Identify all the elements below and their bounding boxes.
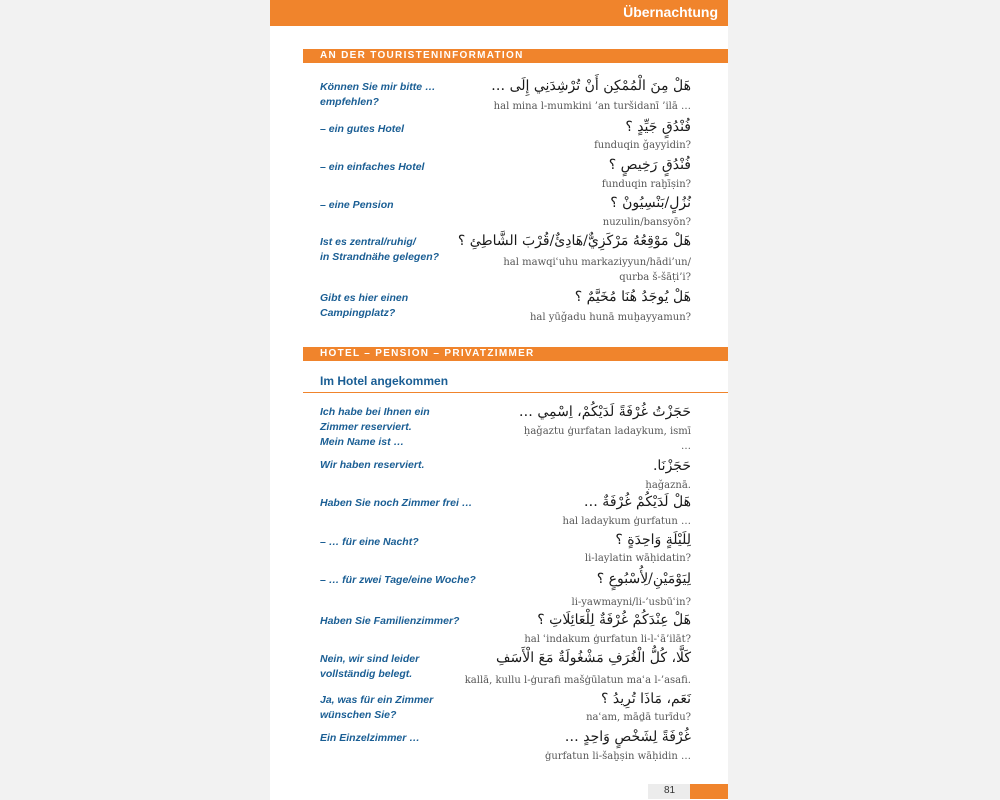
transliteration: hal ʿindakum ġurfatun li-l-ʿā’ilāt? — [524, 634, 691, 645]
subsection-title: Im Hotel angekommen — [320, 374, 449, 388]
transliteration: naʿam, māḏā turīdu? — [586, 712, 691, 723]
book-page — [270, 0, 728, 800]
arabic-phrase: فُنْدُقٍ رَخِيصٍ ؟ — [608, 157, 691, 173]
german-phrase: Gibt es hier einen Campingplatz? — [320, 292, 409, 319]
arabic-phrase: لِيَوْمَيْنِ/لِأُسْبُوعٍ ؟ — [596, 571, 691, 587]
transliteration: ḥaǧaznā. — [645, 480, 691, 491]
german-phrase: Ein Einzelzimmer … — [320, 732, 420, 744]
section-title: AN DER TOURISTENINFORMATION — [320, 50, 524, 61]
transliteration: ḥaǧaztu ġurfatan ladaykum, ismī … — [523, 426, 691, 452]
arabic-phrase: هَلْ عِنْدَكُمْ غُرْفَةٌ لِلْعَائِلَاتِ ؟ — [537, 612, 691, 628]
section-header-hotel — [303, 347, 728, 361]
arabic-phrase: نَعَم، مَاذَا تُرِيدُ ؟ — [600, 691, 691, 707]
page-number-box — [648, 784, 690, 799]
german-phrase: – ein einfaches Hotel — [320, 161, 425, 173]
transliteration: li-laylatin wāḥidatin? — [584, 553, 691, 564]
german-phrase: Nein, wir sind leider vollständig belegt. — [320, 653, 420, 680]
german-phrase: – … für zwei Tage/eine Woche? — [320, 574, 476, 586]
german-phrase: Haben Sie noch Zimmer frei … — [320, 497, 473, 509]
transliteration: hal yūǧadu hunā muḫayyamun? — [529, 312, 691, 323]
transliteration: kallā, kullu l-ġurafi mašġūlatun maʿa l-’asafi. — [464, 675, 691, 686]
german-phrase: Ja, was für ein Zimmer wünschen Sie? — [320, 694, 434, 721]
arabic-phrase: هَلْ لَدَيْكُمْ غُرْفَةٌ … — [583, 494, 691, 510]
arabic-phrase: كَلَّا، كُلُّ الْغُرَفِ مَشْغُولَةٌ مَعَ الْأَسَفِ — [496, 650, 691, 666]
arabic-phrase: نُزُلٍ/بَنْسِيُونْ ؟ — [610, 195, 691, 211]
arabic-phrase: هَلْ يُوجَدُ هُنَا مُخَيَّمٌ ؟ — [574, 289, 691, 305]
transliteration: hal mawqiʿuhu markaziyyun/hādi’un/ qurba š-šāṭi’i? — [503, 257, 691, 283]
arabic-phrase: هَلْ مَوْقِعُهُ مَرْكَزِيٌّ/هَادِئٌ/قُرْبَ الشَّاطِئِ ؟ — [457, 233, 691, 249]
arabic-phrase: لِلَيْلَةٍ وَاحِدَةٍ ؟ — [615, 532, 691, 548]
german-phrase: Wir haben reserviert. — [320, 459, 425, 471]
transliteration: hal ladaykum ġurfatun … — [562, 516, 691, 527]
german-phrase: Können Sie mir bitte … empfehlen? — [320, 81, 436, 108]
arabic-phrase: فُنْدُقٍ جَيِّدٍ ؟ — [625, 119, 691, 135]
chapter-title: Übernachtung — [623, 4, 718, 20]
german-phrase: – eine Pension — [320, 199, 394, 211]
transliteration: li-yawmayni/li-’usbūʿin? — [571, 597, 691, 608]
section-title: HOTEL – PENSION – PRIVATZIMMER — [320, 348, 535, 359]
transliteration: funduqin raḫīṣin? — [601, 179, 691, 190]
german-phrase: – … für eine Nacht? — [320, 536, 419, 548]
section-header-touristinfo — [303, 49, 728, 63]
transliteration: funduqin ǧayyidin? — [594, 140, 691, 151]
transliteration: nuzulin/bansyōn? — [602, 217, 691, 228]
arabic-phrase: غُرْفَةً لِشَخْصٍ وَاحِدٍ … — [564, 729, 691, 745]
page-footer-accent — [690, 784, 728, 799]
transliteration: ġurfatun li-šaḫṣin wāḥidin … — [544, 751, 691, 762]
chapter-header-bar — [270, 0, 728, 26]
arabic-phrase: حَجَزْنَا. — [652, 458, 691, 474]
german-phrase: – ein gutes Hotel — [320, 123, 405, 135]
page-number: 81 — [664, 785, 676, 796]
german-phrase: Ich habe bei Ihnen ein Zimmer reserviert. Mein Name ist … — [320, 406, 430, 448]
transliteration: hal mina l-mumkini ’an turšidanī ’ilā … — [493, 101, 691, 112]
arabic-phrase: هَلْ مِنَ الْمُمْكِن أَنْ تُرْشِدَنِي إِلَى … — [491, 78, 691, 94]
arabic-phrase: حَجَزْتُ غُرْفَةً لَدَيْكُمْ، اِسْمِي … — [518, 404, 691, 420]
subsection-divider — [303, 392, 728, 393]
german-phrase: Ist es zentral/ruhig/ in Strandnähe gelegen? — [320, 236, 440, 263]
german-phrase: Haben Sie Familienzimmer? — [320, 615, 460, 627]
